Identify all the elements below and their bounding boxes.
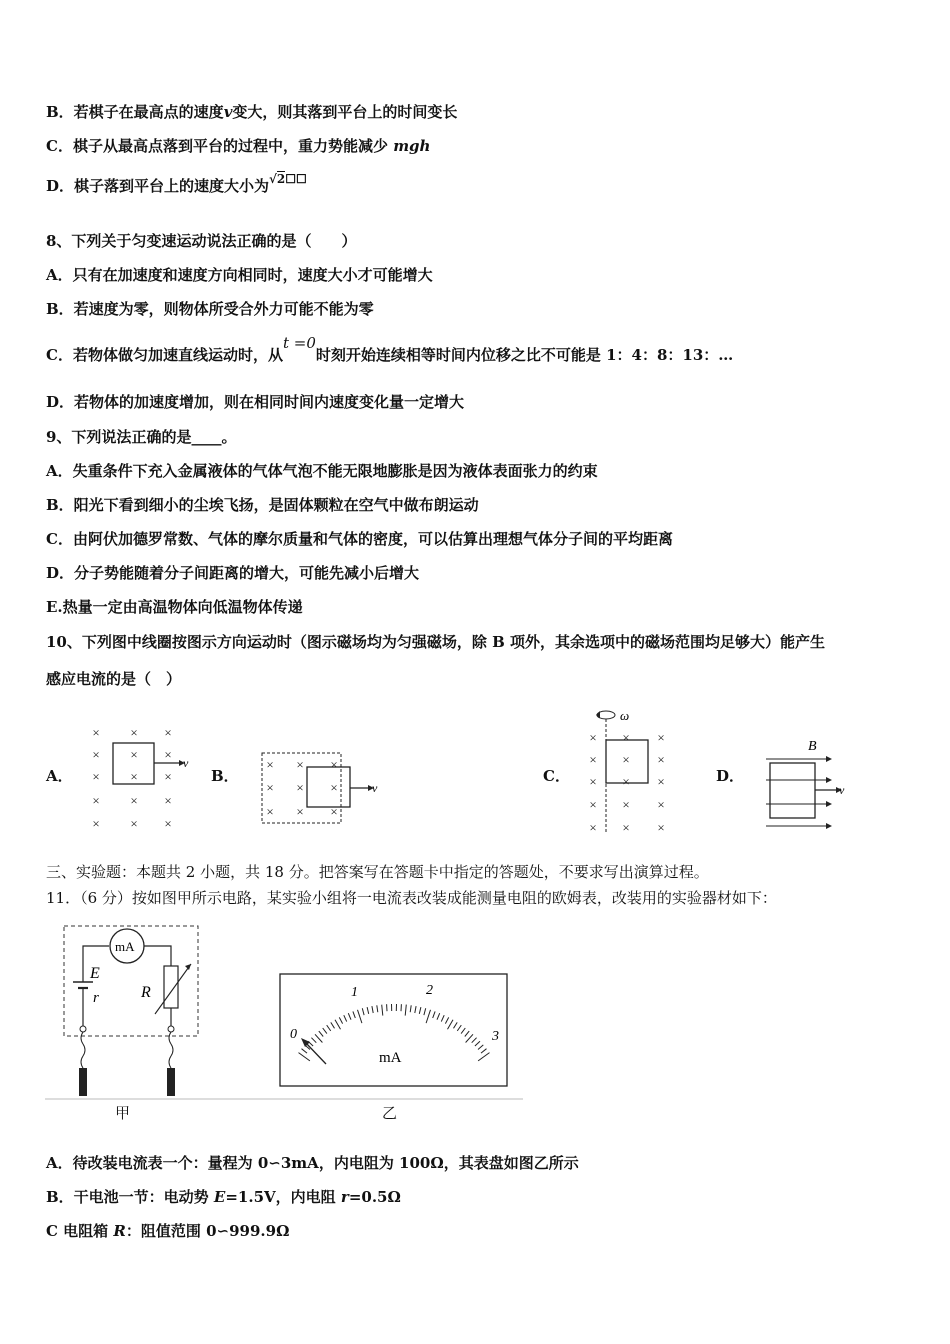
q8-option-d: D．若物体的加速度增加，则在相同时间内速度变化量一定增大 xyxy=(46,393,465,411)
field-b-label: B xyxy=(808,739,817,754)
svg-text:×: × xyxy=(330,780,338,795)
svg-text:×: × xyxy=(589,730,597,745)
svg-text:×: × xyxy=(92,769,100,784)
omega-label: ω xyxy=(620,708,630,723)
q8-option-c: C．若物体做匀加速直线运动时，从t =0时刻开始连续相等时间内位移之比不可能是 1：4：8：13：… xyxy=(46,334,734,364)
svg-text:×: × xyxy=(589,774,597,789)
svg-text:×: × xyxy=(164,747,172,762)
q10-stem-line1: 10、下列图中线圈按图示方向运动时（图示磁场均为匀强磁场，除 B 项外，其余选项中的磁场范围均足够大）能产生 xyxy=(46,633,826,651)
svg-text:×: × xyxy=(622,730,630,745)
svg-text:×: × xyxy=(130,747,138,762)
svg-text:×: × xyxy=(657,752,665,767)
svg-text:×: × xyxy=(330,757,338,772)
svg-text:×: × xyxy=(130,793,138,808)
svg-text:×: × xyxy=(622,820,630,835)
svg-text:×: × xyxy=(164,769,172,784)
svg-text:×: × xyxy=(657,774,665,789)
svg-text:×: × xyxy=(130,725,138,740)
svg-text:×: × xyxy=(266,757,274,772)
svg-text:×: × xyxy=(92,725,100,740)
q9-option-a: A．失重条件下充入金属液体的气体气泡不能无限地膨胀是因为液体表面张力的约束 xyxy=(46,462,598,480)
svg-text:×: × xyxy=(164,725,172,740)
q9-option-e: E.热量一定由高温物体向低温物体传递 xyxy=(46,598,303,616)
figure-d-diagram xyxy=(760,730,855,835)
meter-dial xyxy=(278,972,510,1090)
figure-jia-caption: 甲 xyxy=(115,1104,131,1122)
q9-option-b: B．阳光下看到细小的尘埃飞扬，是固体颗粒在空气中做布朗运动 xyxy=(46,496,479,514)
velocity-label-b: v xyxy=(372,781,378,795)
svg-text:×: × xyxy=(266,780,274,795)
q7-option-d: D．棋子落到平台上的速度大小为√2☐☐ xyxy=(46,176,307,197)
scale-label-1: 1 xyxy=(351,985,358,1000)
svg-text:×: × xyxy=(296,757,304,772)
q11-option-a: A．待改装电流表一个：量程为 0∽3mA，内电阻为 100Ω，其表盘如图乙所示 xyxy=(46,1154,579,1172)
svg-text:×: × xyxy=(622,774,630,789)
q10-stem-line2: 感应电流的是（ ） xyxy=(46,670,182,688)
meter-unit-label: mA xyxy=(379,1050,402,1066)
svg-text:×: × xyxy=(266,804,274,819)
scale-label-3: 3 xyxy=(492,1029,499,1044)
svg-text:×: × xyxy=(657,730,665,745)
q7-option-c: C．棋子从最高点落到平台的过程中，重力势能减少 mgh xyxy=(46,137,431,155)
q8-option-a: A．只有在加速度和速度方向相同时，速度大小才可能增大 xyxy=(46,266,433,284)
svg-text:×: × xyxy=(589,797,597,812)
svg-text:×: × xyxy=(657,797,665,812)
svg-text:×: × xyxy=(164,793,172,808)
q9-stem: 9、下列说法正确的是____。 xyxy=(46,428,237,446)
q8-option-b: B．若速度为零，则物体所受合外力可能不能为零 xyxy=(46,300,374,318)
q11-option-b: B．干电池一节：电动势 E=1.5V，内电阻 r=0.5Ω xyxy=(46,1188,401,1206)
svg-text:×: × xyxy=(296,804,304,819)
svg-text:×: × xyxy=(589,752,597,767)
q7-option-b: B．若棋子在最高点的速度v变大，则其落到平台上的时间变长 xyxy=(46,103,458,121)
internal-resistance-label: r xyxy=(93,990,99,1006)
figure-d-label: D． xyxy=(716,767,745,785)
scale-label-0: 0 xyxy=(290,1027,297,1042)
velocity-label-a: v xyxy=(183,756,189,770)
svg-text:×: × xyxy=(130,769,138,784)
section-3-header: 三、实验题：本题共 2 小题，共 18 分。把答案写在答题卡中指定的答题处，不要求写出演算过程。 xyxy=(46,863,709,881)
figure-c-label: C． xyxy=(543,767,570,785)
svg-text:×: × xyxy=(92,793,100,808)
velocity-label-d: v xyxy=(839,783,845,797)
figure-b-label: B． xyxy=(211,767,239,785)
svg-text:×: × xyxy=(92,816,100,831)
q9-option-c: C．由阿伏加德罗常数、气体的摩尔质量和气体的密度，可以估算出理想气体分子间的平均距离 xyxy=(46,530,673,548)
scale-label-2: 2 xyxy=(426,983,433,998)
resistor-label: R xyxy=(141,984,151,1001)
ammeter-label: mA xyxy=(115,939,135,954)
figure-a-label: A． xyxy=(46,767,73,785)
figure-yi-caption: 乙 xyxy=(382,1104,398,1122)
q11-option-c: C 电阻箱 R：阻值范围 0∽999.9Ω xyxy=(46,1222,290,1240)
sqrt-expression: √2☐☐ xyxy=(269,172,307,186)
figure-b-diagram xyxy=(258,745,393,830)
svg-text:×: × xyxy=(130,816,138,831)
svg-text:×: × xyxy=(622,752,630,767)
svg-text:×: × xyxy=(330,804,338,819)
q8-stem: 8、下列关于匀变速运动说法正确的是（ ） xyxy=(46,232,357,250)
q9-option-d: D．分子势能随着分子间距离的增大，可能先减小后增大 xyxy=(46,564,420,582)
svg-text:×: × xyxy=(657,820,665,835)
figure-a-diagram xyxy=(84,720,194,835)
emf-label: E xyxy=(90,965,100,982)
svg-text:×: × xyxy=(589,820,597,835)
svg-text:×: × xyxy=(164,816,172,831)
q11-stem: 11．（6 分）按如图甲所示电路，某实验小组将一电流表改装成能测量电阻的欧姆表，改装用的实验器材如下： xyxy=(46,889,777,907)
figure-c-diagram xyxy=(584,705,674,840)
svg-text:×: × xyxy=(296,780,304,795)
svg-text:×: × xyxy=(92,747,100,762)
svg-text:×: × xyxy=(622,797,630,812)
